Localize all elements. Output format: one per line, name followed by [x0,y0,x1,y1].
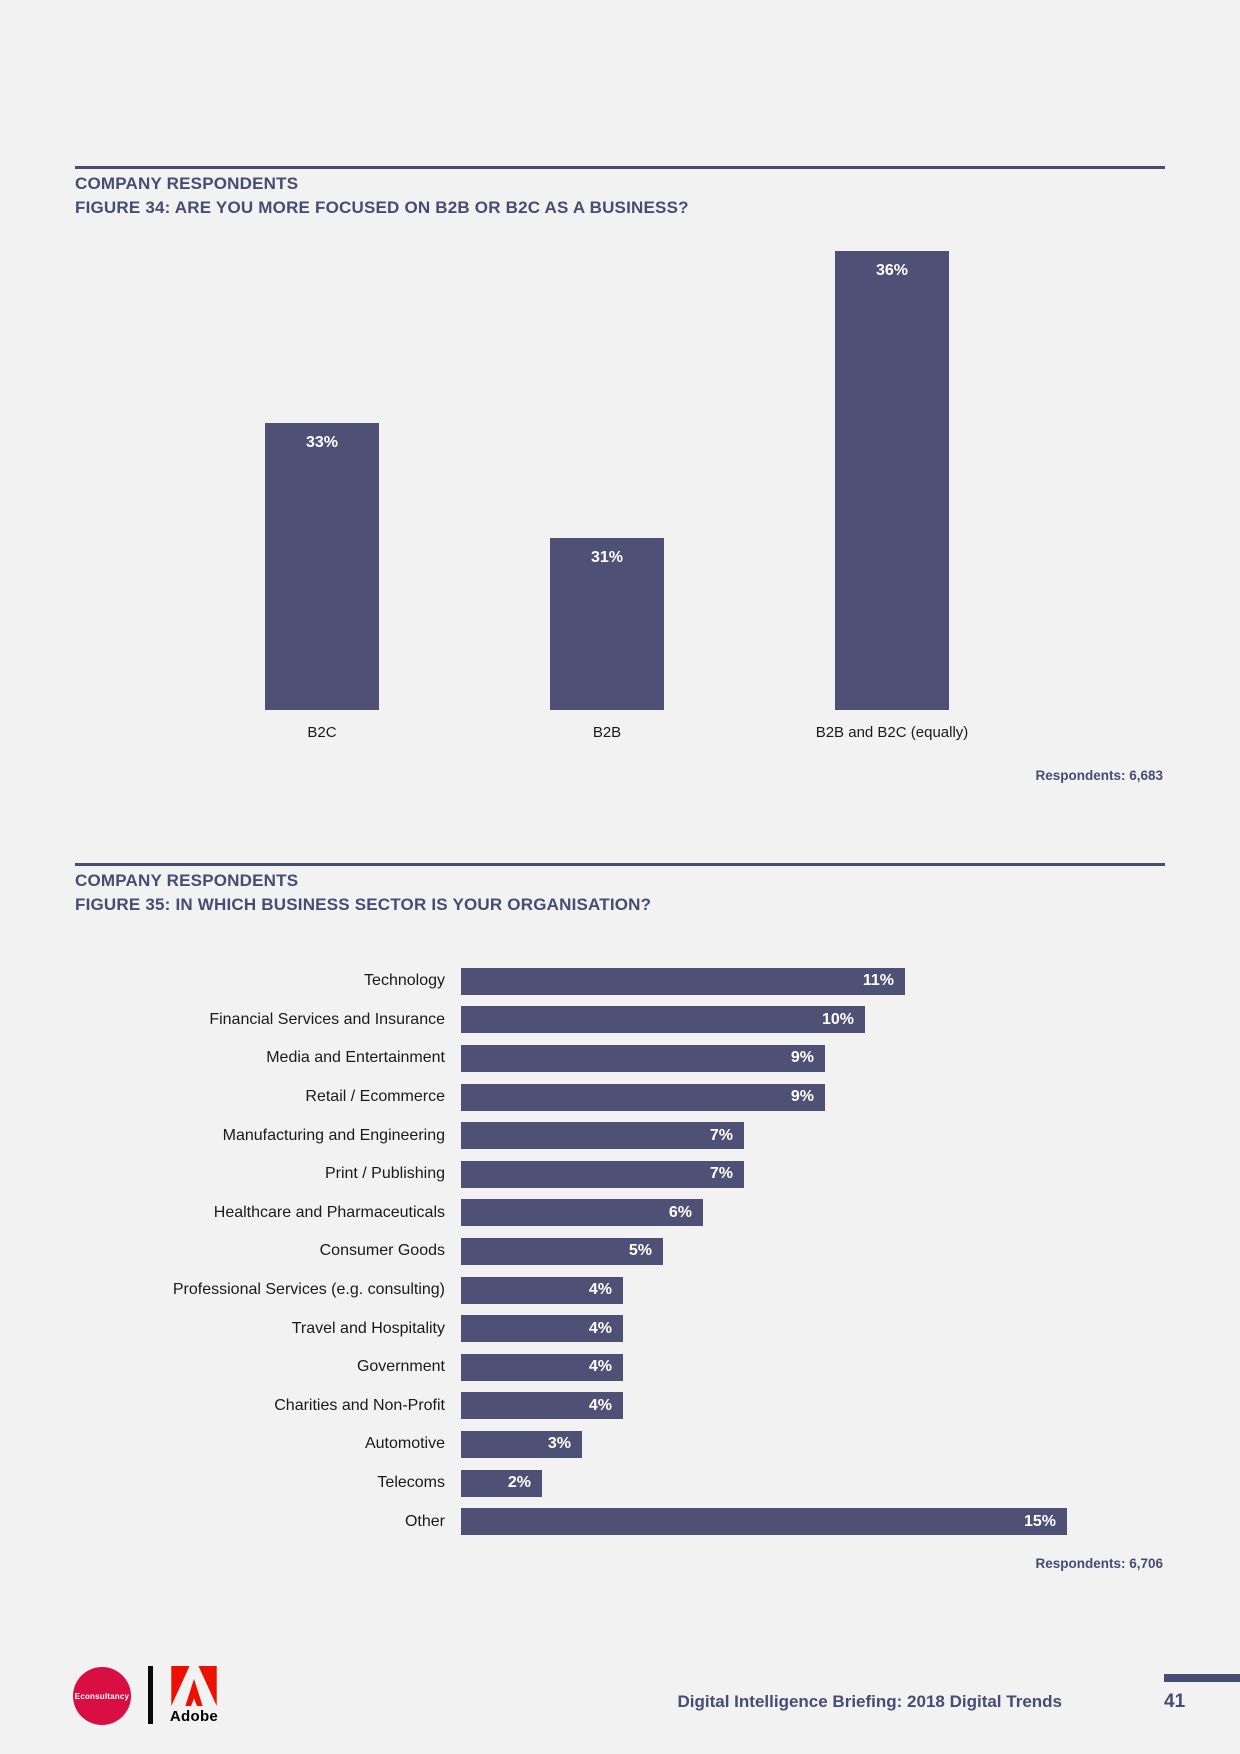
sector-bar [461,1045,825,1072]
sector-bar [461,1122,744,1149]
bar-value-label: 5% [628,1242,652,1260]
adobe-logo [164,1666,224,1725]
sector-row [75,1078,1165,1117]
sector-bar [461,1238,663,1265]
figure-34-respondents: Respondents: 6,683 [1035,768,1163,783]
section-rule [75,863,1165,866]
sector-label: Other [404,1512,445,1530]
sector-bar [461,1277,623,1304]
figure-34-bar [550,538,664,710]
figure-35-chart [75,962,1165,1541]
page-number-bar [1164,1674,1240,1682]
bar-value-label: 4% [588,1281,612,1299]
category-label: B2B [592,724,622,741]
bar-value-label: 36% [875,262,909,279]
bar-value-label: 31% [590,549,624,566]
sector-row [75,1116,1165,1155]
sector-label: Telecoms [377,1474,445,1492]
sector-label: Technology [364,972,445,990]
sector-bar [461,1315,623,1342]
bar-value-label: 33% [305,434,339,451]
sector-row [75,1348,1165,1387]
sector-bar [461,1508,1067,1535]
sector-label: Government [356,1358,445,1376]
logo-divider [148,1666,153,1724]
sector-row [75,1194,1165,1233]
sector-label: Healthcare and Pharmaceuticals [213,1203,445,1221]
sector-label: Consumer Goods [319,1242,445,1260]
figure-35-title: FIGURE 35: IN WHICH BUSINESS SECTOR IS YOUR ORGANISATION? [75,895,652,914]
sector-bar [461,1470,542,1497]
section-label: COMPANY RESPONDENTS [75,871,299,890]
sector-bar [461,1431,582,1458]
bar-value-label: 9% [790,1049,814,1067]
sector-row [75,1001,1165,1040]
sector-label: Financial Services and Insurance [209,1010,445,1028]
bar-value-label: 11% [862,972,894,990]
bar-value-label: 4% [588,1358,612,1376]
sector-row [75,1039,1165,1078]
adobe-a-icon [171,1666,217,1706]
figure-34-bar [835,251,949,710]
sector-label: Media and Entertainment [266,1049,445,1067]
sector-row [75,1271,1165,1310]
sector-label: Automotive [364,1435,445,1453]
bar-value-label: 3% [547,1435,571,1453]
sector-bar [461,1392,623,1419]
sector-row [75,1155,1165,1194]
sector-label: Manufacturing and Engineering [222,1126,445,1144]
sector-label: Print / Publishing [324,1165,445,1183]
sector-row [75,1425,1165,1464]
figure-34-bar [265,423,379,710]
section-rule [75,166,1165,169]
sector-bar [461,968,905,995]
sector-bar [461,1084,825,1111]
sector-bar [461,1006,865,1033]
section-label: COMPANY RESPONDENTS [75,174,299,193]
bar-value-label: 6% [668,1203,692,1221]
bar-value-label: 10% [821,1010,854,1028]
sector-bar [461,1354,623,1381]
sector-row [75,1309,1165,1348]
bar-value-label: 9% [790,1088,814,1106]
sector-row [75,1502,1165,1541]
sector-label: Travel and Hospitality [291,1319,445,1337]
sector-row [75,962,1165,1001]
page-number: 41 [1164,1691,1186,1712]
sector-bar [461,1199,703,1226]
bar-value-label: 15% [1023,1512,1056,1530]
econsultancy-logo-label: Econsultancy [74,1691,130,1701]
category-label: B2C [307,724,337,741]
adobe-wordmark: Adobe [169,1708,219,1725]
figure-34-title: FIGURE 34: ARE YOU MORE FOCUSED ON B2B OR B2C AS A BUSINESS? [75,198,689,217]
figure-35-respondents: Respondents: 6,706 [1035,1556,1163,1571]
bar-value-label: 7% [709,1126,733,1144]
sector-row [75,1232,1165,1271]
econsultancy-logo [73,1667,131,1725]
bar-value-label: 7% [709,1165,733,1183]
bar-value-label: 4% [588,1396,612,1414]
figure-34-chart [75,251,1165,741]
report-title: Digital Intelligence Briefing: 2018 Digital Trends [677,1692,1062,1711]
bar-value-label: 2% [507,1474,531,1492]
sector-label: Charities and Non-Profit [274,1396,445,1414]
sector-row [75,1464,1165,1503]
sector-row [75,1387,1165,1426]
sector-label: Professional Services (e.g. consulting) [172,1281,445,1299]
bar-value-label: 4% [588,1319,612,1337]
category-label: B2B and B2C (equally) [815,724,969,741]
sector-bar [461,1161,744,1188]
sector-label: Retail / Ecommerce [305,1088,445,1106]
